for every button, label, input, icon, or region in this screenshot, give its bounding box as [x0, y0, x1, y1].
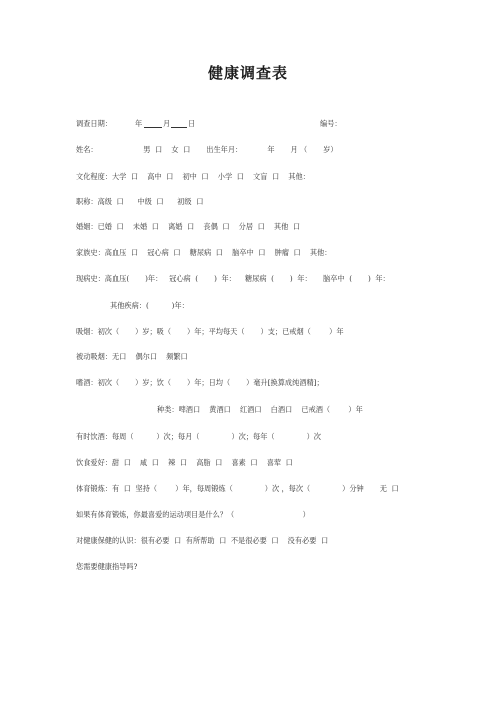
drinking-frequency-line: 有时饮酒：每周（ ）次；每月（ ）次；每年（ ）次 [76, 432, 321, 441]
number-label: 编号： [320, 119, 342, 128]
alcohol-types-line: 种类：啤酒口 黄酒口 红酒口 白酒口 已戒酒（ ）年 [157, 405, 363, 414]
page-title: 健康调查表 [207, 64, 288, 82]
month-blank[interactable] [171, 119, 187, 128]
guidance-line: 您需要健康指导吗? [76, 562, 138, 571]
smoking-line: 吸烟：初次（ ）岁；吸（ ）年；平均每天（ ）支；已戒烟（ ）年 [76, 327, 344, 336]
other-disease-line: 其他疾病：( )年： [110, 301, 189, 310]
family-history-line: 家族史：高血压 口 冠心病 口 糖尿病 口 脑卒中 口 肿瘤 口 其他： [76, 248, 332, 257]
name-line: 姓名： 男 口 女 口 出生年月： 年 月 （ 岁） [76, 145, 338, 154]
favorite-sport-line: 如果有体育锻炼，你最喜爱的运动项目是什么？（ ） [76, 510, 310, 519]
survey-date-day: 日 [188, 119, 196, 128]
diet-line: 饮食爱好：甜 口 咸 口 辣 口 高脂 口 喜素 口 喜荤 口 [76, 458, 293, 467]
survey-date-year: 年 [135, 119, 143, 128]
marriage-line: 婚姻：已婚 口 未婚 口 离婚 口 丧偶 口 分居 口 其他 口 [76, 222, 301, 231]
passive-smoking-line: 被动吸烟：无口 偶尔口 频繁口 [76, 352, 188, 361]
health-awareness-line: 对健康保健的认识：很有必要 口 有所帮助 口 不是很必要 口 没有必要 口 [76, 536, 329, 545]
survey-date-label: 调查日期： [76, 119, 112, 128]
occupation-line: 职称：高级 口 中级 口 初级 口 [76, 197, 204, 206]
education-line: 文化程度：大学 口 高中 口 初中 口 小学 口 文盲 口 其他： [76, 172, 310, 181]
current-history-line: 现病史：高血压( )年： 冠心病 ( ) 年： 糖尿病 ( ) 年： 脑卒中 ( ) 年： [76, 274, 390, 283]
exercise-line: 体育锻炼：有 口 坚持（ ）年，每周锻炼（ ）次 ，每次（ ）分钟 无 口 [76, 484, 399, 493]
survey-date-month: 月 [163, 119, 171, 128]
year-blank[interactable] [144, 119, 162, 128]
drinking-line: 嗜酒：初次（ ）岁；饮（ ）年；日均（ ）毫升[换算成纯酒精]； [76, 378, 324, 387]
